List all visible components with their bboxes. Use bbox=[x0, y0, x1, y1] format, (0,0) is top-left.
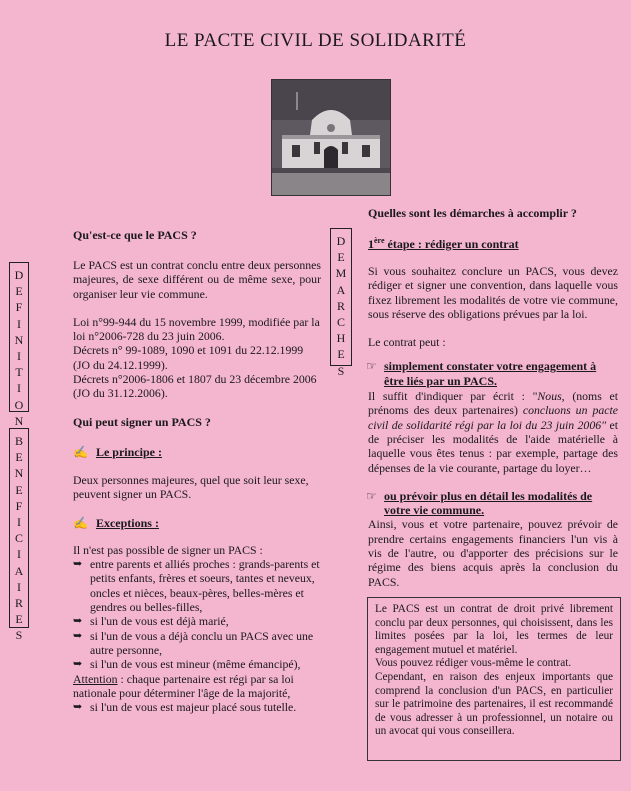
option-2-heading: ☞ ou prévoir plus en détail les modalités de votre vie commune. bbox=[366, 488, 593, 518]
law-reference: Loi n°99-944 du 15 novembre 1999, modifiée par la loi n°2006-728 du 23 juin 2006. bbox=[73, 314, 320, 344]
side-label-letter: T bbox=[15, 365, 23, 380]
info-box-paragraph: Vous pouvez rédiger vous-même le contrat. bbox=[375, 657, 572, 670]
beneficiaires-side-label bbox=[9, 428, 29, 643]
side-label-letter: N bbox=[14, 466, 24, 481]
side-label-letter: F bbox=[15, 300, 23, 315]
decree-reference-1: Décrets n° 99-1089, 1090 et 1091 du 22.12.1999 (JO du 24.12.1999). bbox=[73, 343, 304, 372]
info-box-paragraph: Le PACS est un contrat de droit privé librement conclu par deux personnes, qui choisissent, dans les limites posées par la loi, les termes de leur engagement mutuel et matériel. bbox=[375, 603, 613, 656]
info-box-paragraph: Cependant, en raison des enjeux importants que comprend la conclusion d'un PACS, en particulier sur le patrimoine des partenaires, il est recommandé de vous adresser à un professionnel, un notaire ou un avocat qui vous conseillera. bbox=[375, 670, 613, 738]
side-label-letter: S bbox=[337, 363, 345, 378]
side-label-letter: M bbox=[335, 266, 347, 281]
step-heading: 1ère étape : rédiger un contrat bbox=[368, 236, 519, 251]
side-label-letter: C bbox=[14, 531, 23, 546]
side-label-letter: R bbox=[14, 596, 23, 611]
side-label-letter: D bbox=[14, 268, 24, 282]
side-label-letter: H bbox=[336, 331, 346, 346]
side-label-letter: I bbox=[17, 381, 21, 396]
definition-side-label bbox=[9, 262, 29, 428]
side-label-letter: A bbox=[336, 282, 346, 297]
section-heading-what: Qu'est-ce que le PACS ? bbox=[73, 228, 197, 242]
right-arrow-icon: ➥ bbox=[73, 558, 83, 571]
list-item: ➥ entre parents et alliés proches : grands-parents et petits enfants, frères et soeurs, tantes et neveux, oncles et nièces, beaux-pères, belles-mères et gendres ou belles-filles, bbox=[73, 557, 320, 615]
exceptions-intro: Il n'est pas possible de signer un PACS : bbox=[73, 542, 263, 557]
page-title: LE PACTE CIVIL DE SOLIDARITÉ bbox=[164, 30, 467, 51]
side-label-letter: I bbox=[17, 515, 21, 530]
exceptions-list bbox=[73, 557, 321, 671]
option-2-text: Ainsi, vous et votre partenaire, pouvez prévoir de prendre certains engagements financiers l'un vis à vis de l'autre, ou d'apporter des précisions sur le régime des biens acquis après la conclusion du PACS. bbox=[368, 517, 618, 589]
building-photo bbox=[271, 79, 391, 196]
side-label-letter: F bbox=[15, 498, 23, 513]
right-arrow-icon: ➥ bbox=[73, 658, 83, 671]
side-label-letter: I bbox=[17, 349, 21, 364]
right-arrow-icon: ➥ bbox=[73, 629, 83, 642]
side-label-letter: C bbox=[336, 315, 345, 330]
side-label-letter: S bbox=[15, 628, 23, 643]
side-label-letter: I bbox=[17, 547, 21, 562]
contract-can-label: Le contrat peut : bbox=[368, 335, 446, 350]
step-paragraph: Si vous souhaitez conclure un PACS, vous devez rédiger et signer une convention, dans laquelle vous fixez librement les modalités de votre vie commune, sous réserve des obligations prévues par la loi. bbox=[368, 264, 618, 321]
decree-reference-2: Décrets n°2006-1806 et 1807 du 23 décembre 2006 (JO du 31.12.2006). bbox=[73, 372, 317, 401]
info-box bbox=[367, 597, 621, 761]
principe-text: Deux personnes majeures, quel que soit leur sexe, peuvent signer un PACS. bbox=[73, 472, 309, 502]
writing-hand-icon: ✍ bbox=[73, 515, 88, 530]
side-label-letter: D bbox=[336, 234, 346, 248]
side-label-letter: B bbox=[14, 434, 23, 448]
list-item: ➥ si l'un de vous a déjà conclu un PACS avec une autre personne, bbox=[73, 628, 314, 657]
side-label-letter: E bbox=[337, 250, 345, 265]
option-1-text: Il suffit d'indiquer par écrit : "Nous, (noms et prénoms des deux partenaires) concluons un pacte civil de solidarité régi par la loi du 23 juin 2006" et de préciser les modalités de l'aide matérielle à laquelle vous êtes tenus : par exemple, partage des dépenses de la vie courante, partage du loyer… bbox=[368, 389, 619, 475]
attention-note: Attention : chaque partenaire est régi par sa loi nationale pour déterminer l'âge de la majorité, bbox=[73, 671, 294, 700]
section-heading-steps: Quelles sont les démarches à accomplir ? bbox=[368, 206, 577, 220]
side-label-letter: N bbox=[14, 332, 24, 347]
right-arrow-icon: ➥ bbox=[73, 701, 83, 714]
section-heading-who: Qui peut signer un PACS ? bbox=[73, 414, 211, 429]
side-label-letter: E bbox=[15, 612, 23, 627]
exceptions-list-end bbox=[73, 700, 321, 714]
list-item: ➥ si l'un de vous est déjà marié, bbox=[73, 614, 229, 629]
side-label-letter: E bbox=[337, 347, 345, 362]
right-column bbox=[368, 206, 618, 589]
demarches-side-label bbox=[330, 228, 352, 378]
side-label-letter: E bbox=[15, 450, 23, 465]
left-column bbox=[73, 228, 321, 714]
exceptions-heading: ✍ Exceptions : bbox=[73, 515, 159, 530]
principe-heading: ✍ Le principe : bbox=[73, 444, 162, 459]
side-label-letter: R bbox=[336, 298, 345, 313]
list-item: ➥ si l'un de vous est mineur (même émancipé), bbox=[73, 657, 301, 672]
right-arrow-icon: ➥ bbox=[73, 615, 83, 628]
option-1-heading: ☞ simplement constater votre engagement à être liés par un PACS. bbox=[366, 359, 597, 388]
pointing-hand-icon: ☞ bbox=[366, 359, 377, 374]
side-label-letter: N bbox=[14, 413, 24, 428]
side-label-letter: I bbox=[17, 316, 21, 331]
definition-paragraph: Le PACS est un contrat conclu entre deux personnes majeures, de sexe différent ou de même sexe, pour organiser leur vie commune. bbox=[73, 258, 321, 301]
list-item: ➥ si l'un de vous est majeur placé sous tutelle. bbox=[73, 700, 297, 715]
writing-hand-icon: ✍ bbox=[73, 444, 88, 459]
side-label-letter: O bbox=[14, 397, 24, 412]
side-label-letter: E bbox=[15, 284, 23, 299]
pointing-hand-icon: ☞ bbox=[366, 488, 377, 503]
side-label-letter: E bbox=[15, 482, 23, 497]
side-label-letter: I bbox=[17, 579, 21, 594]
side-label-letter: A bbox=[14, 563, 24, 578]
